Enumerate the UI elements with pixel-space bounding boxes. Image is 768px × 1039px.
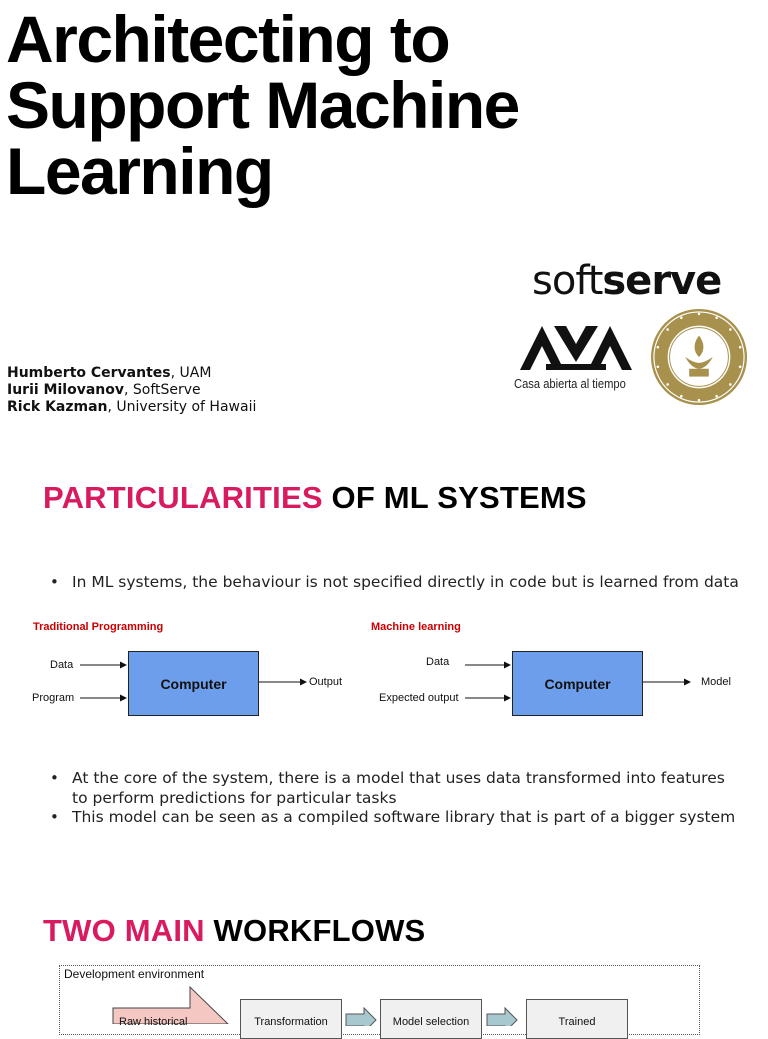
trained-box xyxy=(526,999,628,1039)
author-2-name: Iurii Milovanov xyxy=(7,382,124,398)
title-line-3: Learning xyxy=(6,134,273,208)
traditional-output-label: Output xyxy=(309,676,343,688)
section-2-heading xyxy=(43,913,425,949)
section-1-core-bullets xyxy=(50,769,740,828)
transformation-label: Transformation xyxy=(254,1016,328,1028)
softserve-logo xyxy=(532,258,721,304)
author-list xyxy=(7,365,256,416)
section-1-heading-accent: PARTICULARITIES xyxy=(43,480,323,515)
flow-arrow-1 xyxy=(344,1006,378,1026)
ml-input-expected-output-label: Expected output xyxy=(379,692,459,704)
trained-label: Trained xyxy=(558,1016,596,1028)
ml-model-label: Model xyxy=(701,676,731,688)
author-3 xyxy=(7,399,256,416)
traditional-diagram-arrows xyxy=(0,600,768,730)
ml-input-data-label: Data xyxy=(426,656,450,668)
bullet-item: • This model can be seen as a compiled software library that is part of a bigger system xyxy=(50,808,740,828)
traditional-computer-box: Computer xyxy=(128,651,259,716)
author-1-name: Humberto Cervantes xyxy=(7,365,171,381)
transformation-box xyxy=(240,999,342,1039)
title-line-1: Architecting to xyxy=(6,2,450,76)
author-2 xyxy=(7,382,256,399)
section-1-heading-rest: OF ML SYSTEMS xyxy=(322,480,587,515)
page-title xyxy=(6,2,519,208)
section-1-intro-bullets xyxy=(50,573,750,593)
traditional-diagram-heading: Traditional Programming xyxy=(33,621,164,633)
author-1 xyxy=(7,365,256,382)
author-3-affiliation: , University of Hawaii xyxy=(107,399,257,415)
model-selection-label: Model selection xyxy=(392,1016,470,1028)
bullet-item: • In ML systems, the behaviour is not specified directly in code but is learned from data xyxy=(50,573,750,593)
model-selection-box xyxy=(380,999,482,1039)
university-of-hawaii-seal xyxy=(650,308,748,406)
title-line-2: Support Machine xyxy=(6,68,519,142)
softserve-logo-soft: soft xyxy=(532,258,603,304)
traditional-input-program-label: Program xyxy=(32,692,75,704)
section-2-heading-accent: TWO MAIN xyxy=(43,913,205,948)
ml-diagram-heading: Machine learning xyxy=(371,621,461,633)
section-1-heading xyxy=(43,480,587,516)
author-3-name: Rick Kazman xyxy=(7,399,108,415)
uam-logo xyxy=(520,322,632,372)
uam-motto: Casa abierta al tiempo xyxy=(514,376,626,391)
ml-computer-box: Computer xyxy=(512,651,643,716)
softserve-logo-serve: serve xyxy=(602,258,722,304)
raw-historical-label: Raw historical xyxy=(119,1016,188,1028)
traditional-input-data-label: Data xyxy=(50,659,74,671)
author-2-affiliation: , SoftServe xyxy=(123,382,201,398)
section-2-heading-rest: WORKFLOWS xyxy=(204,913,426,948)
development-environment-label: Development environment xyxy=(64,967,205,981)
author-1-affiliation: , UAM xyxy=(170,365,212,381)
flow-arrow-2 xyxy=(485,1006,519,1026)
bullet-item: • At the core of the system, there is a model that uses data transformed into features to perform predictions for particular tasks xyxy=(50,769,740,808)
